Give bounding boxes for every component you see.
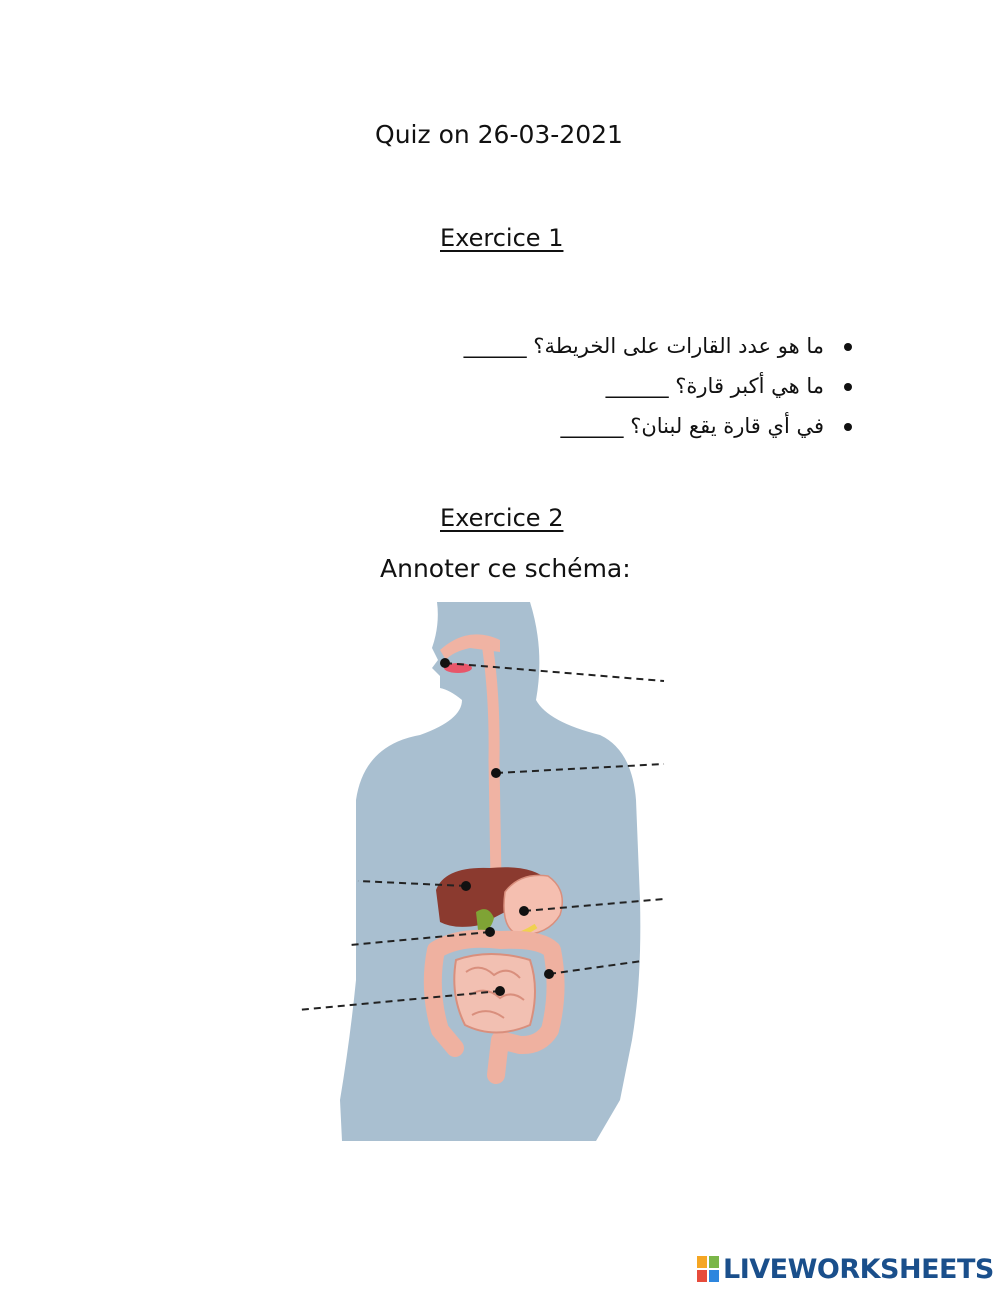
question-text: ما هو عدد القارات على الخريطة؟ — [533, 334, 824, 358]
exercise-2-instruction: Annoter ce schéma: — [380, 554, 631, 583]
answer-blank[interactable]: ______ — [463, 334, 527, 358]
liveworksheets-mark-icon — [697, 1256, 719, 1282]
question-text: ما هي أكبر قارة؟ — [675, 374, 824, 398]
annotation-dot — [491, 768, 501, 778]
question-text: في أي قارة يقع لبنان؟ — [630, 414, 824, 438]
exercise-1-heading: Exercice 1 — [440, 224, 564, 252]
brand-name: LIVEWORKSHEETS — [723, 1253, 994, 1285]
answer-blank[interactable]: ______ — [605, 374, 669, 398]
annotation-dot — [544, 969, 554, 979]
page-title: Quiz on 26-03-2021 — [375, 120, 623, 149]
annotation-dot — [440, 658, 450, 668]
exercise-2-heading: Exercice 2 — [440, 504, 564, 532]
annotation-dot — [485, 927, 495, 937]
annotation-dot — [519, 906, 529, 916]
liveworksheets-logo — [697, 1252, 994, 1286]
answer-blank[interactable]: ______ — [560, 414, 624, 438]
annotation-dot — [495, 986, 505, 996]
annotation-dot — [461, 881, 471, 891]
